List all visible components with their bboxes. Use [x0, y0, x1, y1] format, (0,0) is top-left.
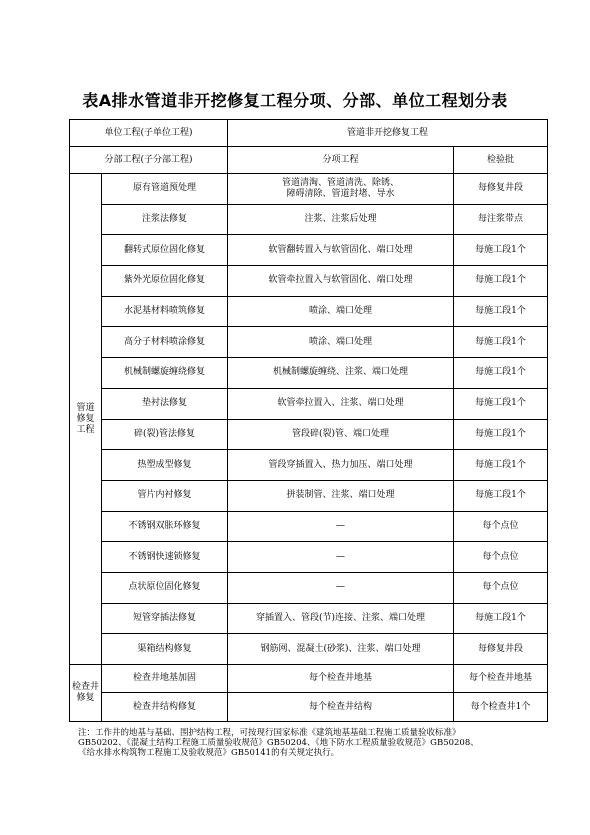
header-row — [70, 147, 548, 174]
table-row — [70, 266, 548, 297]
item-batch-cell: 每施工段1个 — [454, 235, 548, 266]
table-row — [70, 542, 548, 573]
table-row — [70, 480, 548, 511]
item-name-cell: 紫外光原位固化修复 — [102, 266, 228, 297]
item-batch-cell: 每施工段1个 — [454, 266, 548, 297]
item-name-cell: 垫衬法修复 — [102, 388, 228, 419]
table-row — [70, 327, 548, 358]
item-batch-cell: 每施工段1个 — [454, 327, 548, 358]
table-row — [70, 358, 548, 389]
item-desc-cell: 每个检查井地基 — [228, 665, 454, 693]
item-name-cell: 不锈钢双胀环修复 — [102, 511, 228, 542]
item-desc-cell: 喷涂、端口处理 — [228, 327, 454, 358]
footnote: 注：工作井的地基与基础、围护结构工程，可按现行国家标准《建筑地基基础工程施工质量验收标准》 GB50202、《混凝土结构工程施工质量验收规范》GB50204、《地下防水工程质量验收规范》GB50208、 《给水排水构筑物工程施工及验收规范》GB50141的有关规定执行。 — [78, 728, 479, 758]
item-batch-cell: 每施工段1个 — [454, 419, 548, 450]
table-row — [70, 511, 548, 542]
division-group-cell: 管道 修复 工程 — [70, 174, 102, 665]
table-row — [70, 450, 548, 481]
item-name-cell: 机械制螺旋缠绕修复 — [102, 358, 228, 389]
item-name-cell: 管片内衬修复 — [102, 480, 228, 511]
table-row — [70, 419, 548, 450]
item-desc-cell: 钢筋网、混凝土(砂浆)、注浆、端口处理 — [228, 634, 454, 665]
item-batch-cell: 每注浆带点 — [454, 204, 548, 235]
item-name-cell: 检查井结构修复 — [102, 693, 228, 721]
item-desc-cell: 每个检查井结构 — [228, 693, 454, 721]
item-name-cell: 翻转式原位固化修复 — [102, 235, 228, 266]
item-name-cell: 不锈钢快速锁修复 — [102, 542, 228, 573]
item-desc-cell: — — [228, 511, 454, 542]
item-batch-cell: 每个点位 — [454, 542, 548, 573]
table-row — [70, 296, 548, 327]
item-desc-cell: 管段碎(裂)管、端口处理 — [228, 419, 454, 450]
item-name-cell: 高分子材料喷涂修复 — [102, 327, 228, 358]
unit-row — [70, 120, 548, 147]
batch-label: 检验批 — [454, 147, 548, 174]
item-batch-cell: 每修复井段 — [454, 634, 548, 665]
item-batch-cell: 每施工段1个 — [454, 296, 548, 327]
item-desc-cell: — — [228, 572, 454, 603]
table-row — [70, 634, 548, 665]
division-label: 分部工程(子分部工程) — [70, 147, 228, 174]
item-batch-cell: 每个点位 — [454, 572, 548, 603]
table-row — [70, 693, 548, 721]
item-desc-cell: — — [228, 542, 454, 573]
item-batch-cell: 每修复井段 — [454, 174, 548, 205]
item-desc-cell: 喷涂、端口处理 — [228, 296, 454, 327]
item-batch-cell: 每施工段1个 — [454, 603, 548, 634]
item-batch-cell: 每施工段1个 — [454, 450, 548, 481]
unit-label: 单位工程(子单位工程) — [70, 120, 228, 147]
item-desc-cell: 软管牵拉置入、注浆、端口处理 — [228, 388, 454, 419]
item-name-cell: 热塑成型修复 — [102, 450, 228, 481]
item-desc-cell: 拼装制管、注浆、端口处理 — [228, 480, 454, 511]
table-row — [70, 572, 548, 603]
item-desc-cell: 软管翻转置入与软管固化、端口处理 — [228, 235, 454, 266]
item-name-cell: 短管穿插法修复 — [102, 603, 228, 634]
item-desc-cell: 注浆、注浆后处理 — [228, 204, 454, 235]
page-title: 表A排水管道非开挖修复工程分项、分部、单位工程划分表 — [82, 91, 508, 110]
item-name-cell: 水泥基材料喷筑修复 — [102, 296, 228, 327]
item-batch-cell: 每个点位 — [454, 511, 548, 542]
table-row — [70, 204, 548, 235]
table-row — [70, 235, 548, 266]
item-desc-cell: 机械制螺旋缠绕、注浆、端口处理 — [228, 358, 454, 389]
subitem-label: 分项工程 — [228, 147, 454, 174]
item-name-cell: 检查井地基加固 — [102, 665, 228, 693]
item-desc-cell: 管段穿插置入、热力加压、端口处理 — [228, 450, 454, 481]
item-batch-cell: 每个检查井地基 — [454, 665, 548, 693]
item-batch-cell: 每施工段1个 — [454, 388, 548, 419]
unit-value: 管道非开挖修复工程 — [228, 120, 548, 147]
table-row — [70, 603, 548, 634]
item-name-cell: 渠箱结构修复 — [102, 634, 228, 665]
item-batch-cell: 每个检查井1个 — [454, 693, 548, 721]
item-desc-cell: 软管牵拉置入与软管固化、端口处理 — [228, 266, 454, 297]
item-name-cell: 点状原位固化修复 — [102, 572, 228, 603]
table-row — [70, 388, 548, 419]
item-desc-cell: 穿插置入、管段(节)连接、注浆、端口处理 — [228, 603, 454, 634]
division-table — [69, 119, 548, 722]
item-batch-cell: 每施工段1个 — [454, 358, 548, 389]
item-name-cell: 碎(裂)管法修复 — [102, 419, 228, 450]
table-row — [70, 665, 548, 693]
item-name-cell: 原有管道预处理 — [102, 174, 228, 205]
table-row — [70, 174, 548, 205]
division-group-cell: 检查井 修复 — [70, 665, 102, 722]
item-desc-cell: 管道清淘、管道清洗、除锈、 障碍清除、管道封堵、导水 — [228, 174, 454, 205]
item-batch-cell: 每施工段1个 — [454, 480, 548, 511]
item-name-cell: 注浆法修复 — [102, 204, 228, 235]
